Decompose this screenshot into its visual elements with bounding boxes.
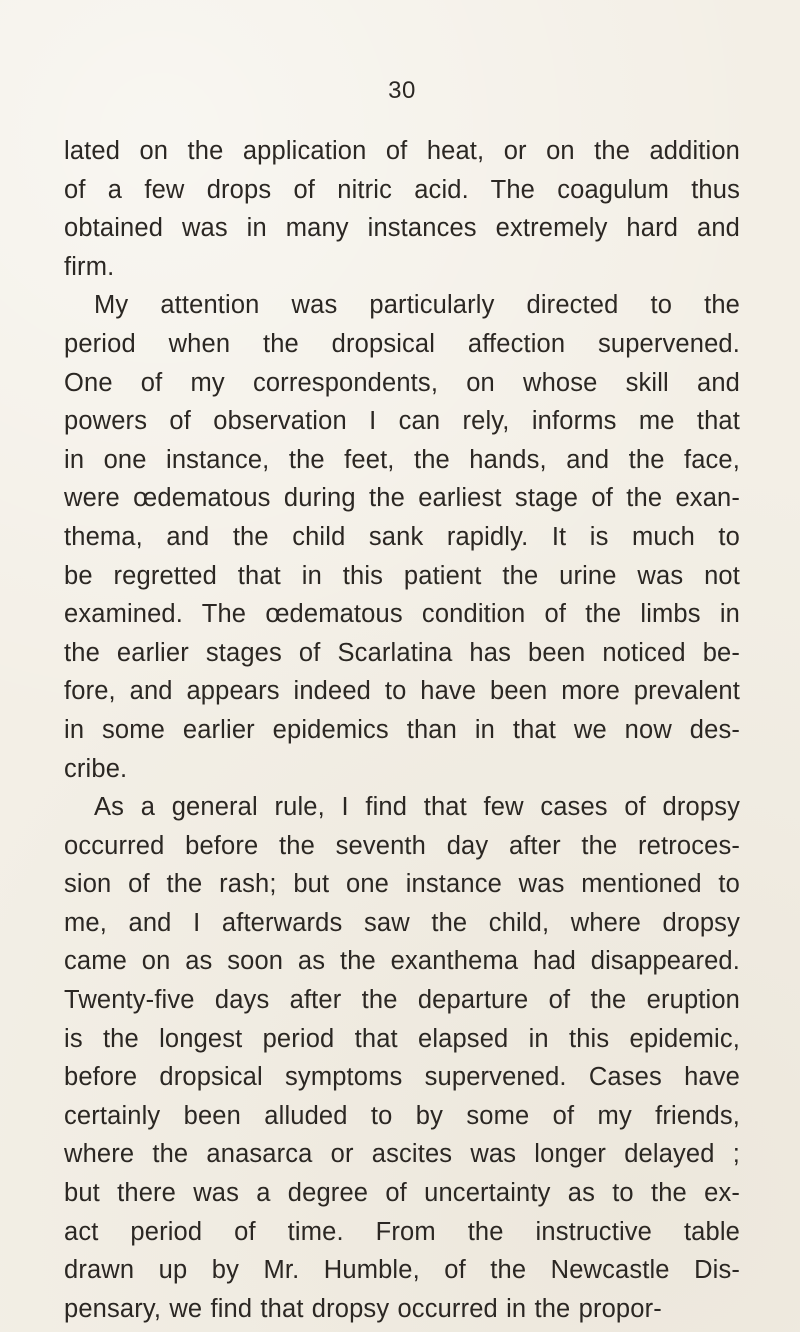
text-line: before dropsical symptoms supervened. Cases have bbox=[64, 1063, 740, 1092]
text-line: obtained was in many instances extremely hard and bbox=[64, 214, 740, 243]
text-line: were œdematous during the earliest stage of the exan- bbox=[64, 484, 740, 513]
text-line: My attention was particularly directed to the bbox=[94, 291, 740, 320]
text-line: where the anasarca or ascites was longer delayed ; bbox=[64, 1140, 740, 1169]
text-line: lated on the application of heat, or on the addition bbox=[64, 137, 740, 165]
text-line: of a few drops of nitric acid. The coagulum thus bbox=[64, 175, 740, 204]
text-line: but there was a degree of uncertainty as to the ex- bbox=[64, 1179, 740, 1208]
text-line: powers of observation I can rely, informs me that bbox=[64, 407, 740, 436]
text-line: be regretted that in this patient the urine was not bbox=[64, 561, 740, 590]
page-number: 30 bbox=[388, 77, 416, 104]
text-line: occurred before the seventh day after the retroces- bbox=[64, 831, 740, 860]
text-line: As a general rule, I find that few cases of dropsy bbox=[94, 793, 740, 822]
text-line: is the longest period that elapsed in this epidemic, bbox=[64, 1024, 740, 1053]
text-line: came on as soon as the exanthema had disappeared. bbox=[64, 947, 740, 976]
text-line: sion of the rash; but one instance was mentioned to bbox=[64, 870, 740, 899]
body-text bbox=[64, 132, 740, 1328]
text-line: pensary, we find that dropsy occurred in the propor- bbox=[64, 1294, 662, 1323]
text-line: certainly been alluded to by some of my friends, bbox=[64, 1101, 740, 1130]
text-line: One of my correspondents, on whose skill and bbox=[64, 368, 740, 397]
text-line: me, and I afterwards saw the child, where dropsy bbox=[64, 908, 740, 937]
text-line: fore, and appears indeed to have been more prevalent bbox=[64, 677, 740, 706]
text-line: in one instance, the feet, the hands, and the face, bbox=[64, 445, 740, 474]
text-line: the earlier stages of Scarlatina has been noticed be- bbox=[64, 638, 740, 667]
text-line: cribe. bbox=[64, 754, 128, 783]
text-line: thema, and the child sank rapidly. It is much to bbox=[64, 522, 740, 551]
text-line: examined. The œdematous condition of the limbs in bbox=[64, 600, 740, 629]
text-line: drawn up by Mr. Humble, of the Newcastle Dis- bbox=[64, 1256, 740, 1285]
text-line: Twenty-five days after the departure of the eruption bbox=[64, 986, 740, 1015]
text-line: firm. bbox=[64, 252, 115, 281]
text-line: act period of time. From the instructive table bbox=[64, 1217, 740, 1246]
text-line: in some earlier epidemics than in that we now des- bbox=[64, 715, 740, 744]
text-line: period when the dropsical affection supervened. bbox=[64, 329, 740, 358]
